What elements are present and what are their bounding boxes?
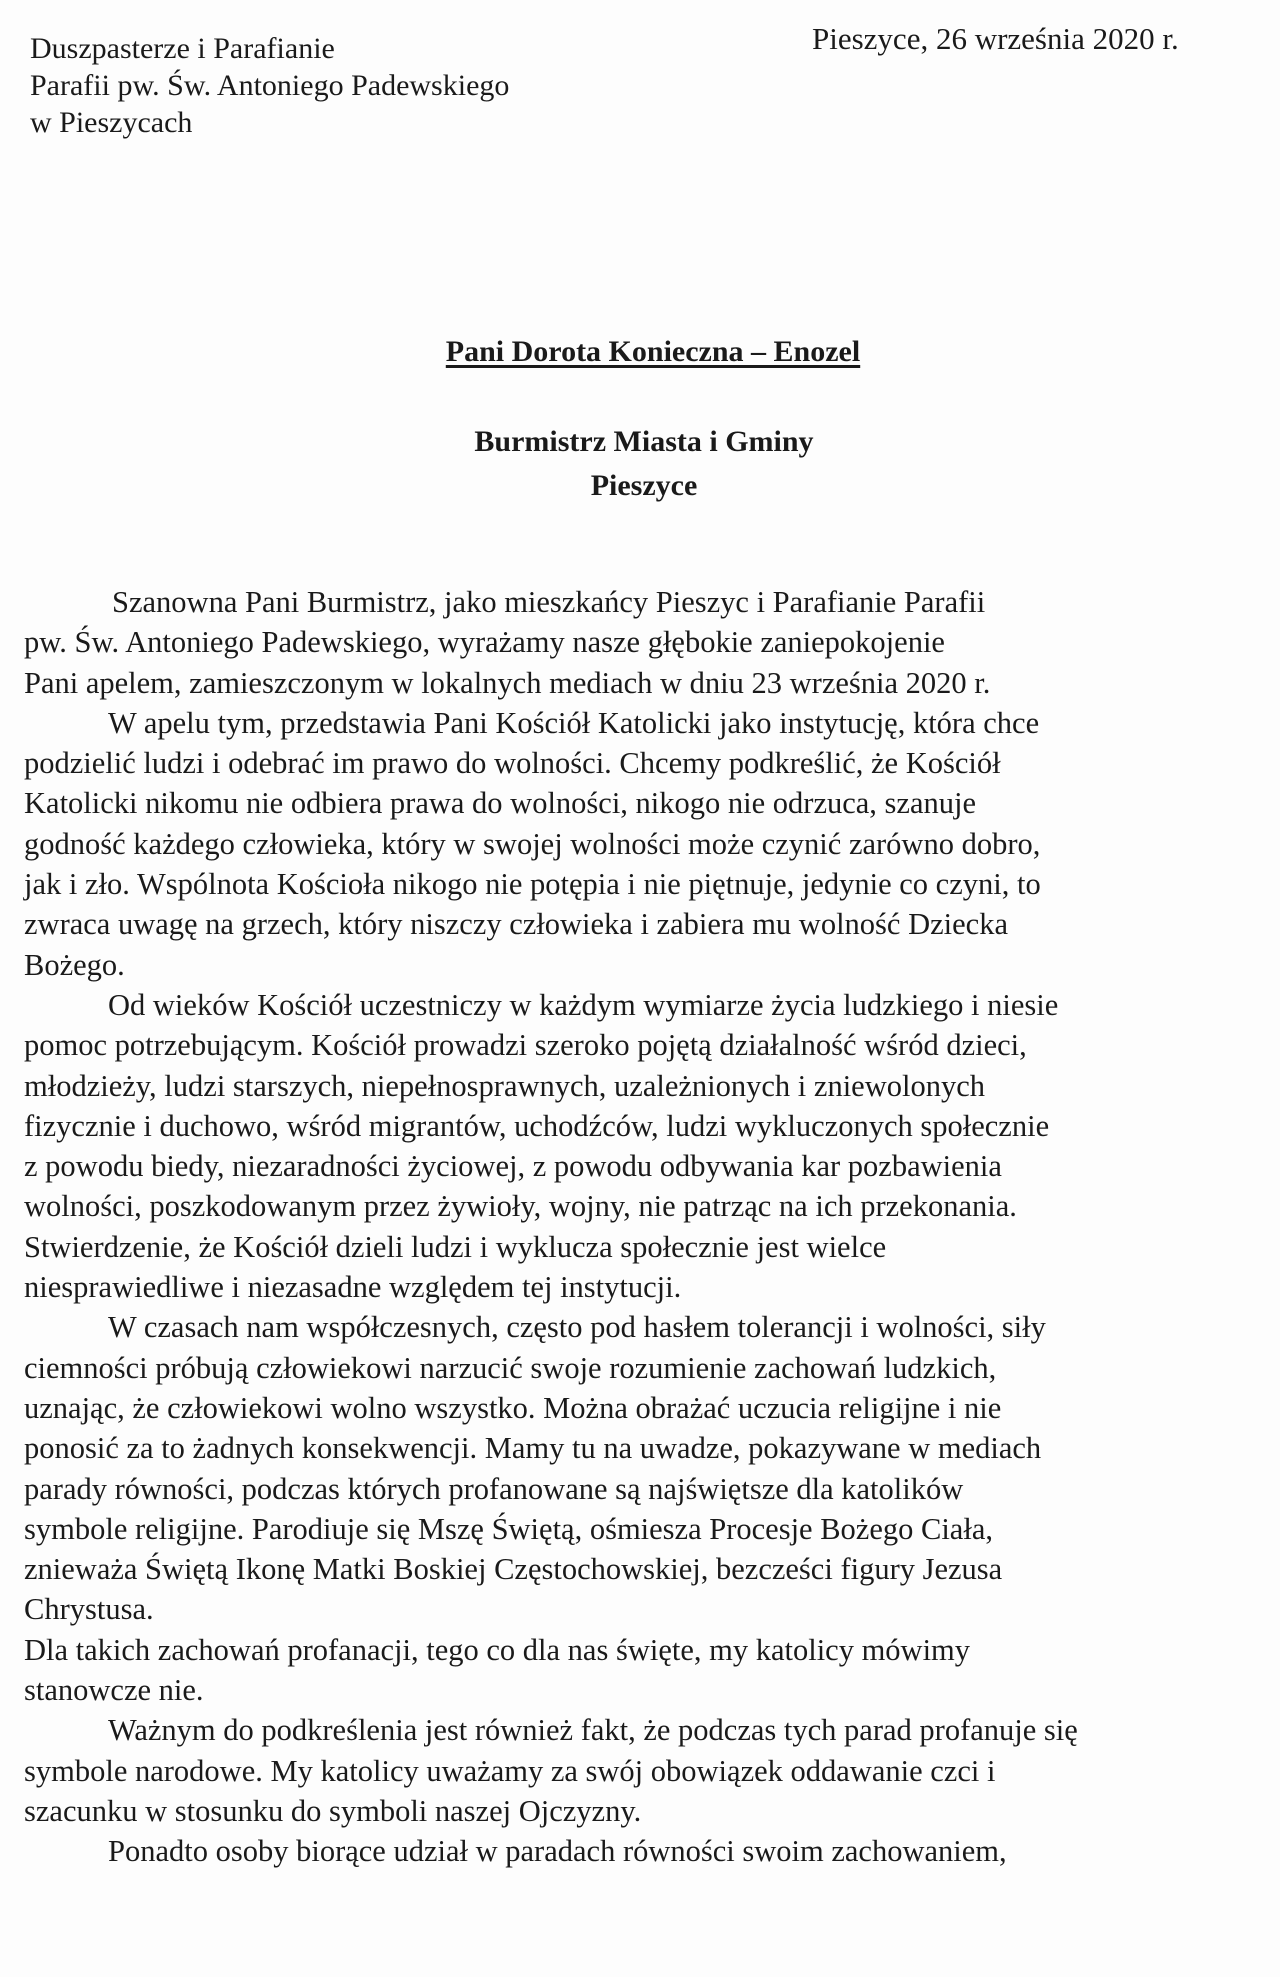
body-line: Katolicki nikomu nie odbiera prawa do wolności, nikogo nie odrzuca, szanuje — [24, 786, 977, 821]
body-line: wolności, poszkodowanym przez żywioły, wojny, nie patrząc na ich przekonania. — [24, 1189, 1017, 1224]
letter-body — [24, 582, 1264, 1872]
sender-block — [30, 30, 509, 141]
body-line: Od wieków Kościół uczestniczy w każdym wymiarze życia ludzkiego i niesie — [108, 987, 1059, 1022]
sender-line: Parafii pw. Św. Antoniego Padewskiego — [30, 69, 510, 102]
body-line: zwraca uwagę na grzech, który niszczy człowieka i zabiera mu wolność Dziecka — [24, 907, 1008, 942]
body-line: pw. Św. Antoniego Padewskiego, wyrażamy nasze głębokie zaniepokojenie — [24, 625, 945, 660]
body-line: parady równości, podczas których profanowane są najświętsze dla katolików — [24, 1471, 964, 1506]
body-line: Bożego. — [24, 947, 125, 982]
body-line: z powodu biedy, niezaradności życiowej, z powodu odbywania kar pozbawienia — [24, 1149, 1002, 1184]
body-line: Pani apelem, zamieszczonym w lokalnych mediach w dniu 23 września 2020 r. — [24, 665, 991, 700]
body-line: stanowcze nie. — [24, 1673, 204, 1708]
body-line: szacunku w stosunku do symboli naszej Ojczyzny. — [24, 1793, 642, 1828]
sender-line: Duszpasterze i Parafianie — [30, 32, 335, 65]
body-line: Szanowna Pani Burmistrz, jako mieszkańcy Pieszyc i Parafianie Parafii — [112, 585, 986, 619]
body-line: symbole religijne. Parodiuje się Mszę Świętą, ośmiesza Procesje Bożego Ciała, — [24, 1511, 993, 1546]
body-line: Stwierdzenie, że Kościół dzieli ludzi i wyklucza społecznie jest wielce — [24, 1229, 887, 1264]
body-line: W czasach nam współczesnych, często pod hasłem tolerancji i wolności, siły — [108, 1310, 1046, 1345]
body-line: Ponadto osoby biorące udział w paradach równości swoim zachowaniem, — [108, 1834, 1007, 1869]
body-line: ponosić za to żadnych konsekwencji. Mamy tu na uwadze, pokazywane w mediach — [24, 1431, 1042, 1466]
body-line: znieważa Świętą Ikonę Matki Boskiej Częstochowskiej, bezcześci figury Jezusa — [24, 1552, 1003, 1587]
body-line: fizycznie i duchowo, wśród migrantów, uchodźców, ludzi wykluczonych społecznie — [24, 1108, 1050, 1143]
place-date: Pieszyce, 26 września 2020 r. — [812, 21, 1179, 56]
body-line: podzielić ludzi i odebrać im prawo do wolności. Chcemy podkreślić, że Kościół — [24, 746, 1001, 781]
body-line: młodzieży, ludzi starszych, niepełnosprawnych, uzależnionych i zniewolonych — [24, 1068, 985, 1103]
body-line: uznając, że człowiekowi wolno wszystko. Można obrażać uczucia religijne i nie — [24, 1390, 1002, 1425]
addressee-name: Pani Dorota Konieczna – Enozel — [445, 335, 861, 368]
body-line: ciemności próbują człowiekowi narzucić swoje rozumienie zachowań ludzkich, — [24, 1350, 997, 1385]
body-line: Ważnym do podkreślenia jest również fakt, że podczas tych parad profanuje się — [108, 1713, 1078, 1748]
body-line: Dla takich zachowań profanacji, tego co dla nas święte, my katolicy mówimy — [24, 1632, 971, 1667]
body-line: W apelu tym, przedstawia Pani Kościół Katolicki jako instytucję, która chce — [108, 705, 1040, 740]
sender-line: w Pieszycach — [30, 106, 193, 139]
body-line: jak i zło. Wspólnota Kościoła nikogo nie potępia i nie piętnuje, jedynie co czyni, to — [24, 867, 1041, 902]
body-line: niesprawiedliwe i niezasadne względem tej instytucji. — [24, 1270, 682, 1305]
addressee-title: Burmistrz Miasta i Gminy — [474, 425, 814, 458]
body-line: symbole narodowe. My katolicy uważamy za swój obowiązek oddawanie czci i — [24, 1753, 996, 1788]
body-line: pomoc potrzebującym. Kościół prowadzi szeroko pojętą działalność wśród dzieci, — [24, 1028, 1027, 1063]
body-line: Chrystusa. — [24, 1592, 154, 1627]
addressee-city: Pieszyce — [590, 469, 698, 502]
body-line: godność każdego człowieka, który w swojej wolności może czynić zarówno dobro, — [24, 826, 1041, 861]
